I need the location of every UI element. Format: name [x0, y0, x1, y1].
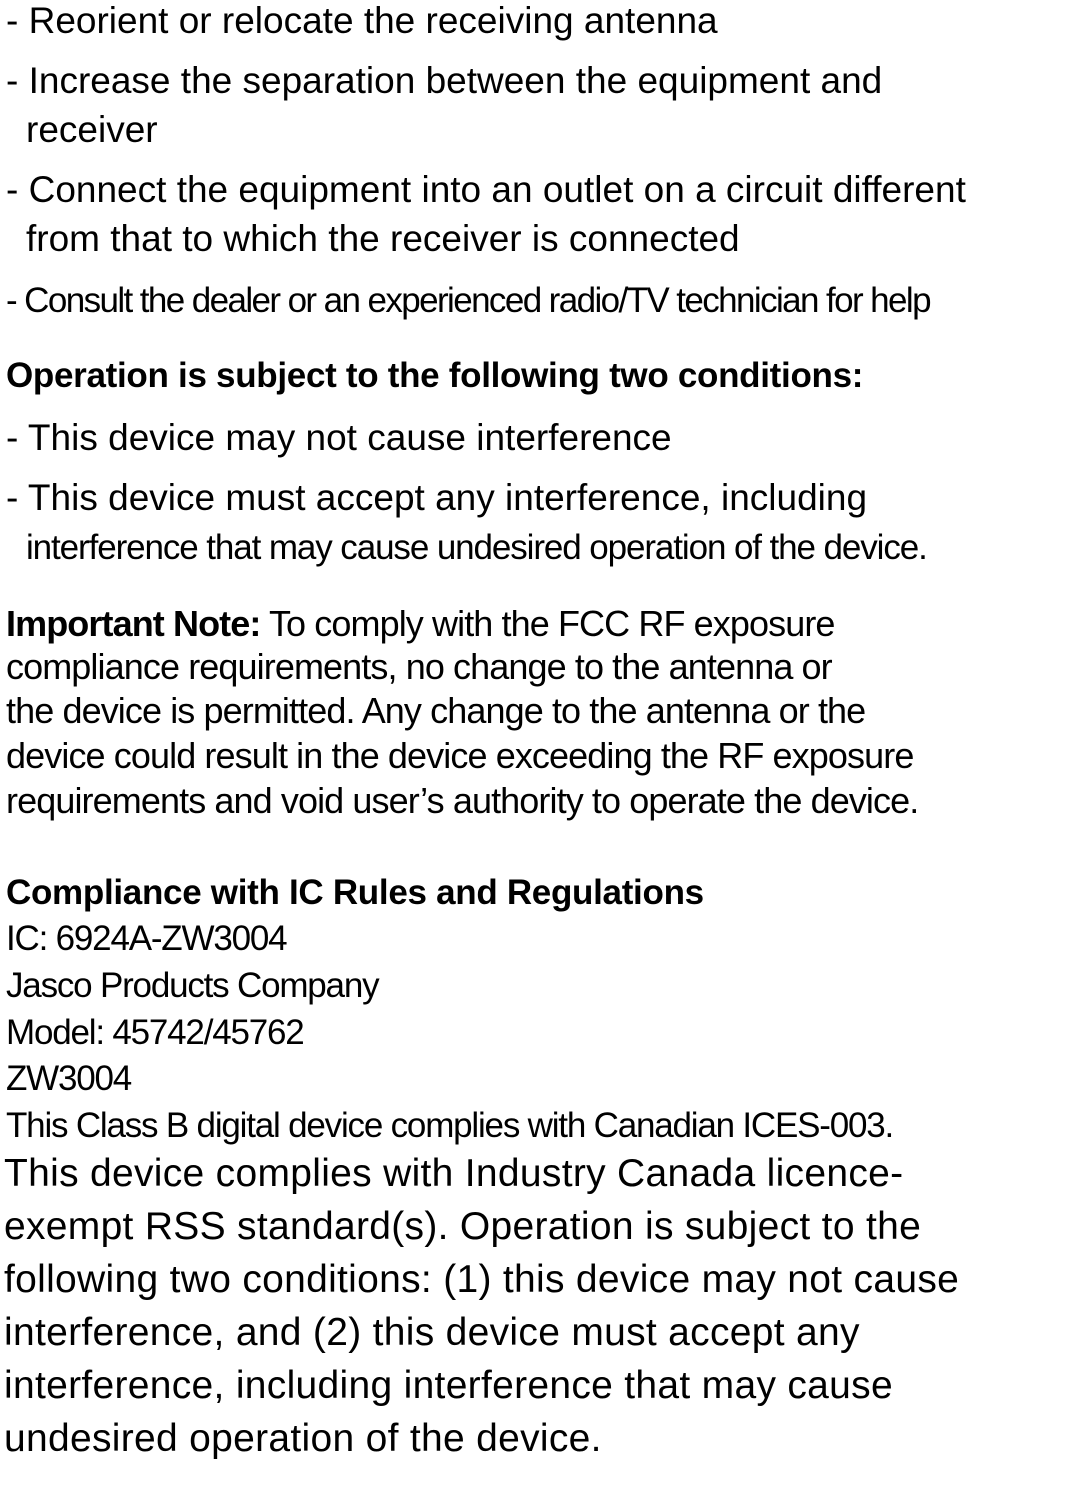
suggestion-separation: - Increase the separation between the equipment and: [6, 60, 883, 101]
licence-line-3: following two conditions: (1) this device may not cause: [4, 1258, 960, 1301]
licence-line-1: This device complies with Industry Canada licence-: [4, 1152, 904, 1195]
ic-heading: Compliance with IC Rules and Regulations: [6, 873, 704, 912]
operation-condition-2-cont: interference that may cause undesired operation of the device.: [26, 528, 927, 567]
suggestion-consult: - Consult the dealer or an experienced radio/TV technician for help: [6, 281, 930, 320]
important-note-line-5: requirements and void user’s authority to operate the device.: [6, 780, 919, 821]
licence-line-2: exempt RSS standard(s). Operation is subject to the: [4, 1205, 922, 1248]
licence-line-5: interference, including interference that may cause: [4, 1364, 893, 1407]
operation-heading: Operation is subject to the following two conditions:: [6, 356, 864, 395]
ic-ices-statement: This Class B digital device complies with Canadian ICES-003.: [6, 1106, 894, 1145]
important-note-label: Important Note:: [6, 603, 261, 644]
important-note-line-2: compliance requirements, no change to the antenna or: [6, 646, 832, 687]
important-note-line-3: the device is permitted. Any change to the antenna or the: [6, 690, 866, 731]
licence-line-6: undesired operation of the device.: [4, 1417, 602, 1460]
suggestion-outlet-cont: from that to which the receiver is connected: [26, 218, 740, 259]
ic-model: Model: 45742/45762: [6, 1013, 304, 1052]
ic-product-code: ZW3004: [6, 1059, 132, 1098]
suggestion-separation-cont: receiver: [26, 109, 158, 150]
licence-line-4: interference, and (2) this device must accept any: [4, 1311, 860, 1354]
important-note-line-4: device could result in the device exceeding the RF exposure: [6, 735, 914, 776]
operation-condition-2: - This device must accept any interference, including: [6, 477, 868, 518]
important-note-first-line: To comply with the FCC RF exposure: [268, 603, 835, 644]
suggestion-reorient: - Reorient or relocate the receiving antenna: [6, 0, 718, 41]
ic-number: IC: 6924A-ZW3004: [6, 919, 287, 958]
operation-condition-1: - This device may not cause interference: [6, 417, 672, 458]
important-note-line-1: [6, 603, 835, 644]
suggestion-outlet: - Connect the equipment into an outlet on a circuit different: [6, 169, 966, 210]
ic-company: Jasco Products Company: [6, 966, 379, 1005]
